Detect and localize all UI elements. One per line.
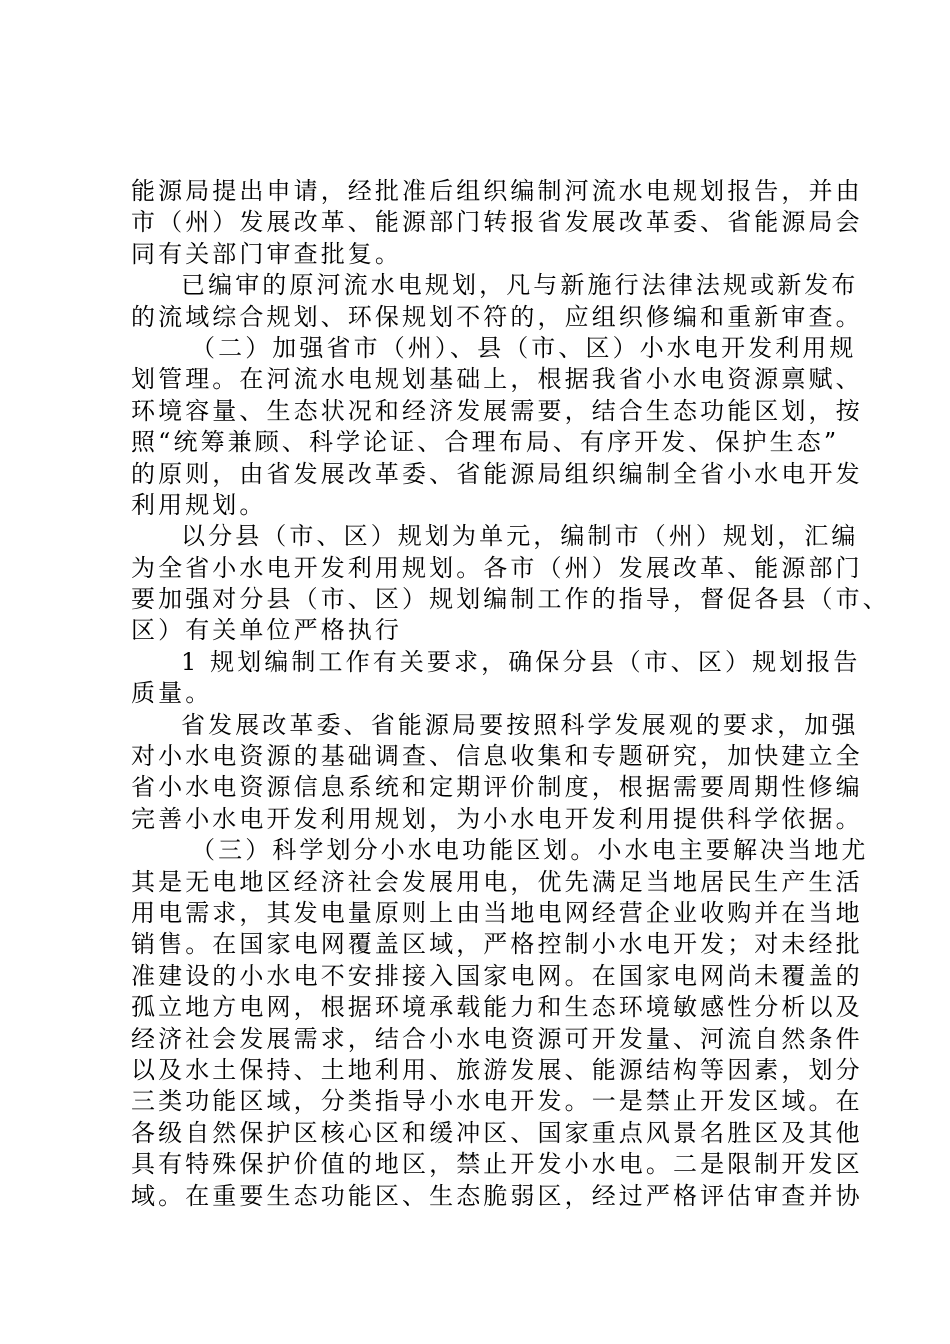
- text-line: 的原则，由省发展改革委、省能源局组织编制全省小水电开发: [131, 459, 863, 488]
- text-line: 照“统筹兼顾、科学论证、合理布局、有序开发、保护生态”: [131, 428, 840, 457]
- paragraph-first-line: 1 规划编制工作有关要求，确保分县（市、区）规划报告: [181, 647, 861, 676]
- text-line: 划管理。在河流水电规划基础上，根据我省小水电资源禀赋、: [131, 365, 863, 394]
- text-line: 对小水电资源的基础调查、信息收集和专题研究，加快建立全: [131, 742, 863, 771]
- text-line: 市（州）发展改革、能源部门转报省发展改革委、省能源局会: [131, 208, 863, 237]
- text-line: 域。在重要生态功能区、生态脆弱区，经过严格评估审查并协: [131, 1181, 863, 1210]
- paragraph-first-line: 以分县（市、区）规划为单元，编制市（州）规划，汇编: [181, 522, 859, 551]
- text-line: 同有关部门审查批复。: [131, 239, 402, 268]
- text-line: 其是无电地区经济社会发展用电，优先满足当地居民生产生活: [131, 867, 863, 896]
- text-line: 以及水土保持、土地利用、旅游发展、能源结构等因素，划分: [131, 1055, 863, 1084]
- text-line: 经济社会发展需求，结合小水电资源可开发量、河流自然条件: [131, 1024, 863, 1053]
- text-line: 利用规划。: [131, 490, 267, 519]
- text-line: 质量。: [131, 679, 213, 708]
- text-line: 销售。在国家电网覆盖区域，严格控制小水电开发；对未经批: [131, 930, 863, 959]
- text-line: 能源局提出申请，经批准后组织编制河流水电规划报告，并由: [131, 177, 863, 205]
- text-line: 区）有关单位严格执行: [131, 616, 402, 645]
- text-line: 完善小水电开发利用规划，为小水电开发利用提供科学依据。: [131, 804, 863, 833]
- section-heading-line: （三）科学划分小水电功能区划。小水电主要解决当地尤: [191, 836, 869, 865]
- section-heading-line: （二）加强省市（州）、县（市、区）小水电开发利用规: [191, 333, 857, 362]
- text-line: 用电需求，其发电量原则上由当地电网经营企业收购并在当地: [131, 898, 863, 927]
- text-line: 具有特殊保护价值的地区，禁止开发小水电。二是限制开发区: [131, 1150, 863, 1179]
- paragraph-first-line: 省发展改革委、省能源局要按照科学发展观的要求，加强: [181, 710, 859, 739]
- text-line: 环境容量、生态状况和经济发展需要，结合生态功能区划，按: [131, 396, 863, 425]
- text-line: 各级自然保护区核心区和缓冲区、国家重点风景名胜区及其他: [131, 1118, 863, 1147]
- body-text: [131, 176, 890, 1212]
- text-line: 准建设的小水电不安排接入国家电网。在国家电网尚未覆盖的: [131, 961, 863, 990]
- text-line: 省小水电资源信息系统和定期评价制度，根据需要周期性修编: [131, 773, 863, 802]
- paragraph-first-line: 已编审的原河流水电规划，凡与新施行法律法规或新发布: [181, 271, 859, 300]
- text-line: 为全省小水电开发利用规划。各市（州）发展改革、能源部门: [131, 553, 863, 582]
- text-line: 的流域综合规划、环保规划不符的，应组织修编和重新审查。: [131, 302, 863, 331]
- text-line: 要加强对分县（市、区）规划编制工作的指导，督促各县（市、: [131, 585, 890, 614]
- text-line: 孤立地方电网，根据环境承载能力和生态环境敏感性分析以及: [131, 993, 863, 1022]
- text-line: 三类功能区域，分类指导小水电开发。一是禁止开发区域。在: [131, 1087, 863, 1116]
